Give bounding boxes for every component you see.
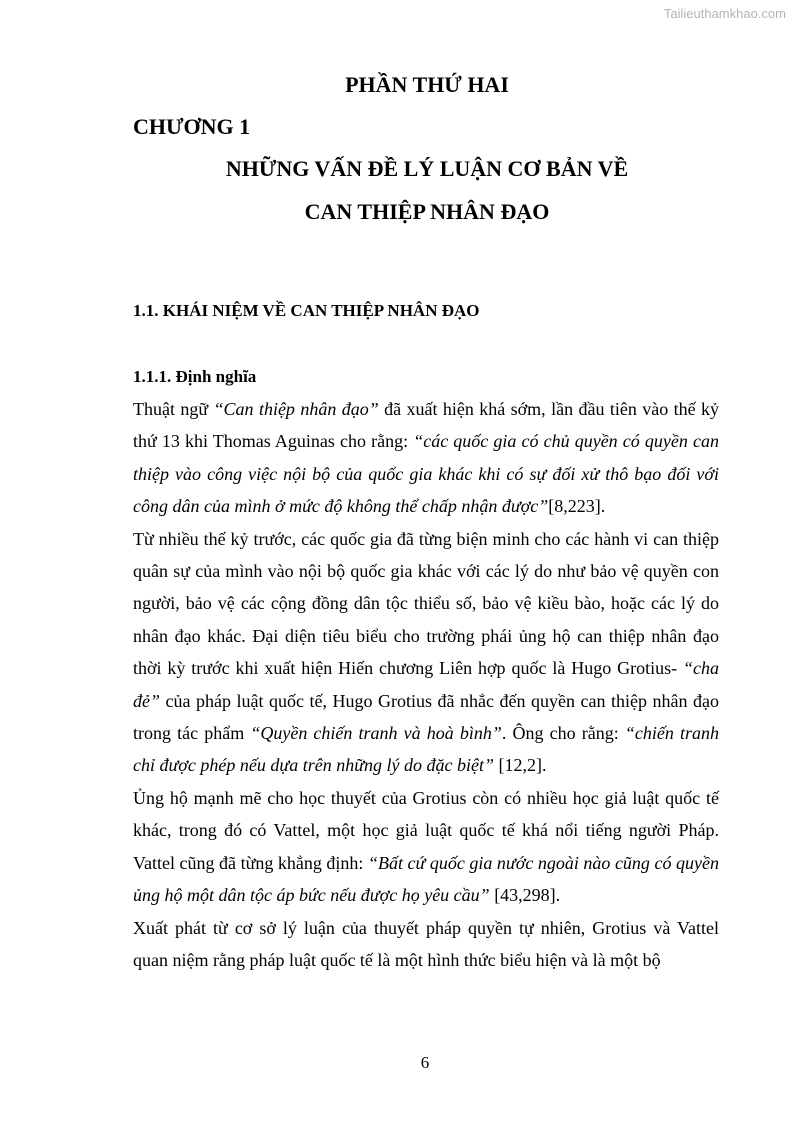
paragraph-2	[133, 523, 719, 782]
chapter-label: CHƯƠNG 1	[133, 114, 251, 139]
part-title: PHẦN THỨ HAI	[345, 72, 509, 97]
p2-book-title: “Quyền chiến tranh và hoà bình”	[250, 723, 502, 744]
chapter-title-line1: NHỮNG VẤN ĐỀ LÝ LUẬN CƠ BẢN VỀ	[225, 156, 629, 181]
p3-citation: [43,298].	[489, 885, 561, 906]
p2-text2: của pháp luật quốc tế, Hugo Grotius đã nhắc đến quyền can thiệp nhân đạo trong tác phẩm	[133, 690, 719, 744]
paragraph-4	[133, 912, 719, 977]
p3-quote: “Bất cứ quốc gia nước ngoài nào cũng có quyền ủng hộ một dân tộc áp bức nếu được họ yêu cầu”	[133, 852, 719, 906]
p1-text: Thuật ngữ	[133, 399, 214, 419]
p2-term: “cha đẻ”	[133, 658, 719, 711]
p3-text: Ủng hộ mạnh mẽ cho học thuyết của Grotius còn có nhiều học giả luật quốc tế khác, trong đó có Vattel, một học giả luật quốc tế khá nổi tiếng người Pháp. Vattel cũng đã từng khẳng định:	[133, 787, 719, 873]
paragraph-1	[133, 393, 719, 523]
p4-text: Xuất phát từ cơ sở lý luận của thuyết pháp quyền tự nhiên, Grotius và Vattel quan niệm rằng pháp luật quốc tế là một hình thức biểu hiện và là một bộ	[133, 917, 719, 970]
section-heading: 1.1. KHÁI NIỆM VỀ CAN THIỆP NHÂN ĐẠO	[133, 301, 480, 320]
p2-text: Từ nhiều thế kỷ trước, các quốc gia đã từng biện minh cho các hành vi can thiệp quân sự của mình vào nội bộ quốc gia khác với các lý do như bảo vệ quyền con người, bảo vệ các cộng đồng dân tộc thiểu số, bảo vệ kiều bào, hoặc các lý do nhân đạo khác. Đại diện tiêu biểu cho trường phái ủng hộ can thiệp nhân đạo thời kỳ trước khi xuất hiện Hiến chương Liên hợp quốc là Hugo Grotius-	[133, 528, 719, 679]
p1-citation: [8,223].	[548, 496, 606, 517]
p1-term: “Can thiệp nhân đạo”	[213, 399, 379, 419]
p2-quote: “chiến tranh chỉ được phép nếu dựa trên những lý do đặc biệt”	[133, 723, 719, 776]
paragraph-3	[133, 782, 719, 912]
p1-text2: đã xuất hiện khá sớm, lần đầu tiên vào thế kỷ thứ 13 khi Thomas Aguinas cho rằng:	[133, 399, 719, 452]
subsection-heading: 1.1.1. Định nghĩa	[133, 367, 257, 386]
p1-quote: “các quốc gia có chủ quyền có quyền can thiệp vào công việc nội bộ của quốc gia khác khi có sự đối xử thô bạo đối với công dân của mình ở mức độ không thể chấp nhận được”	[133, 431, 719, 517]
p2-citation: [12,2].	[494, 755, 547, 776]
watermark: Tailieuthamkhao.com	[663, 6, 786, 21]
chapter-title-line2: CAN THIỆP NHÂN ĐẠO	[304, 199, 550, 224]
p2-text3: . Ông cho rằng:	[501, 723, 625, 744]
page-number: 6	[420, 1053, 430, 1072]
body-text	[133, 393, 719, 976]
